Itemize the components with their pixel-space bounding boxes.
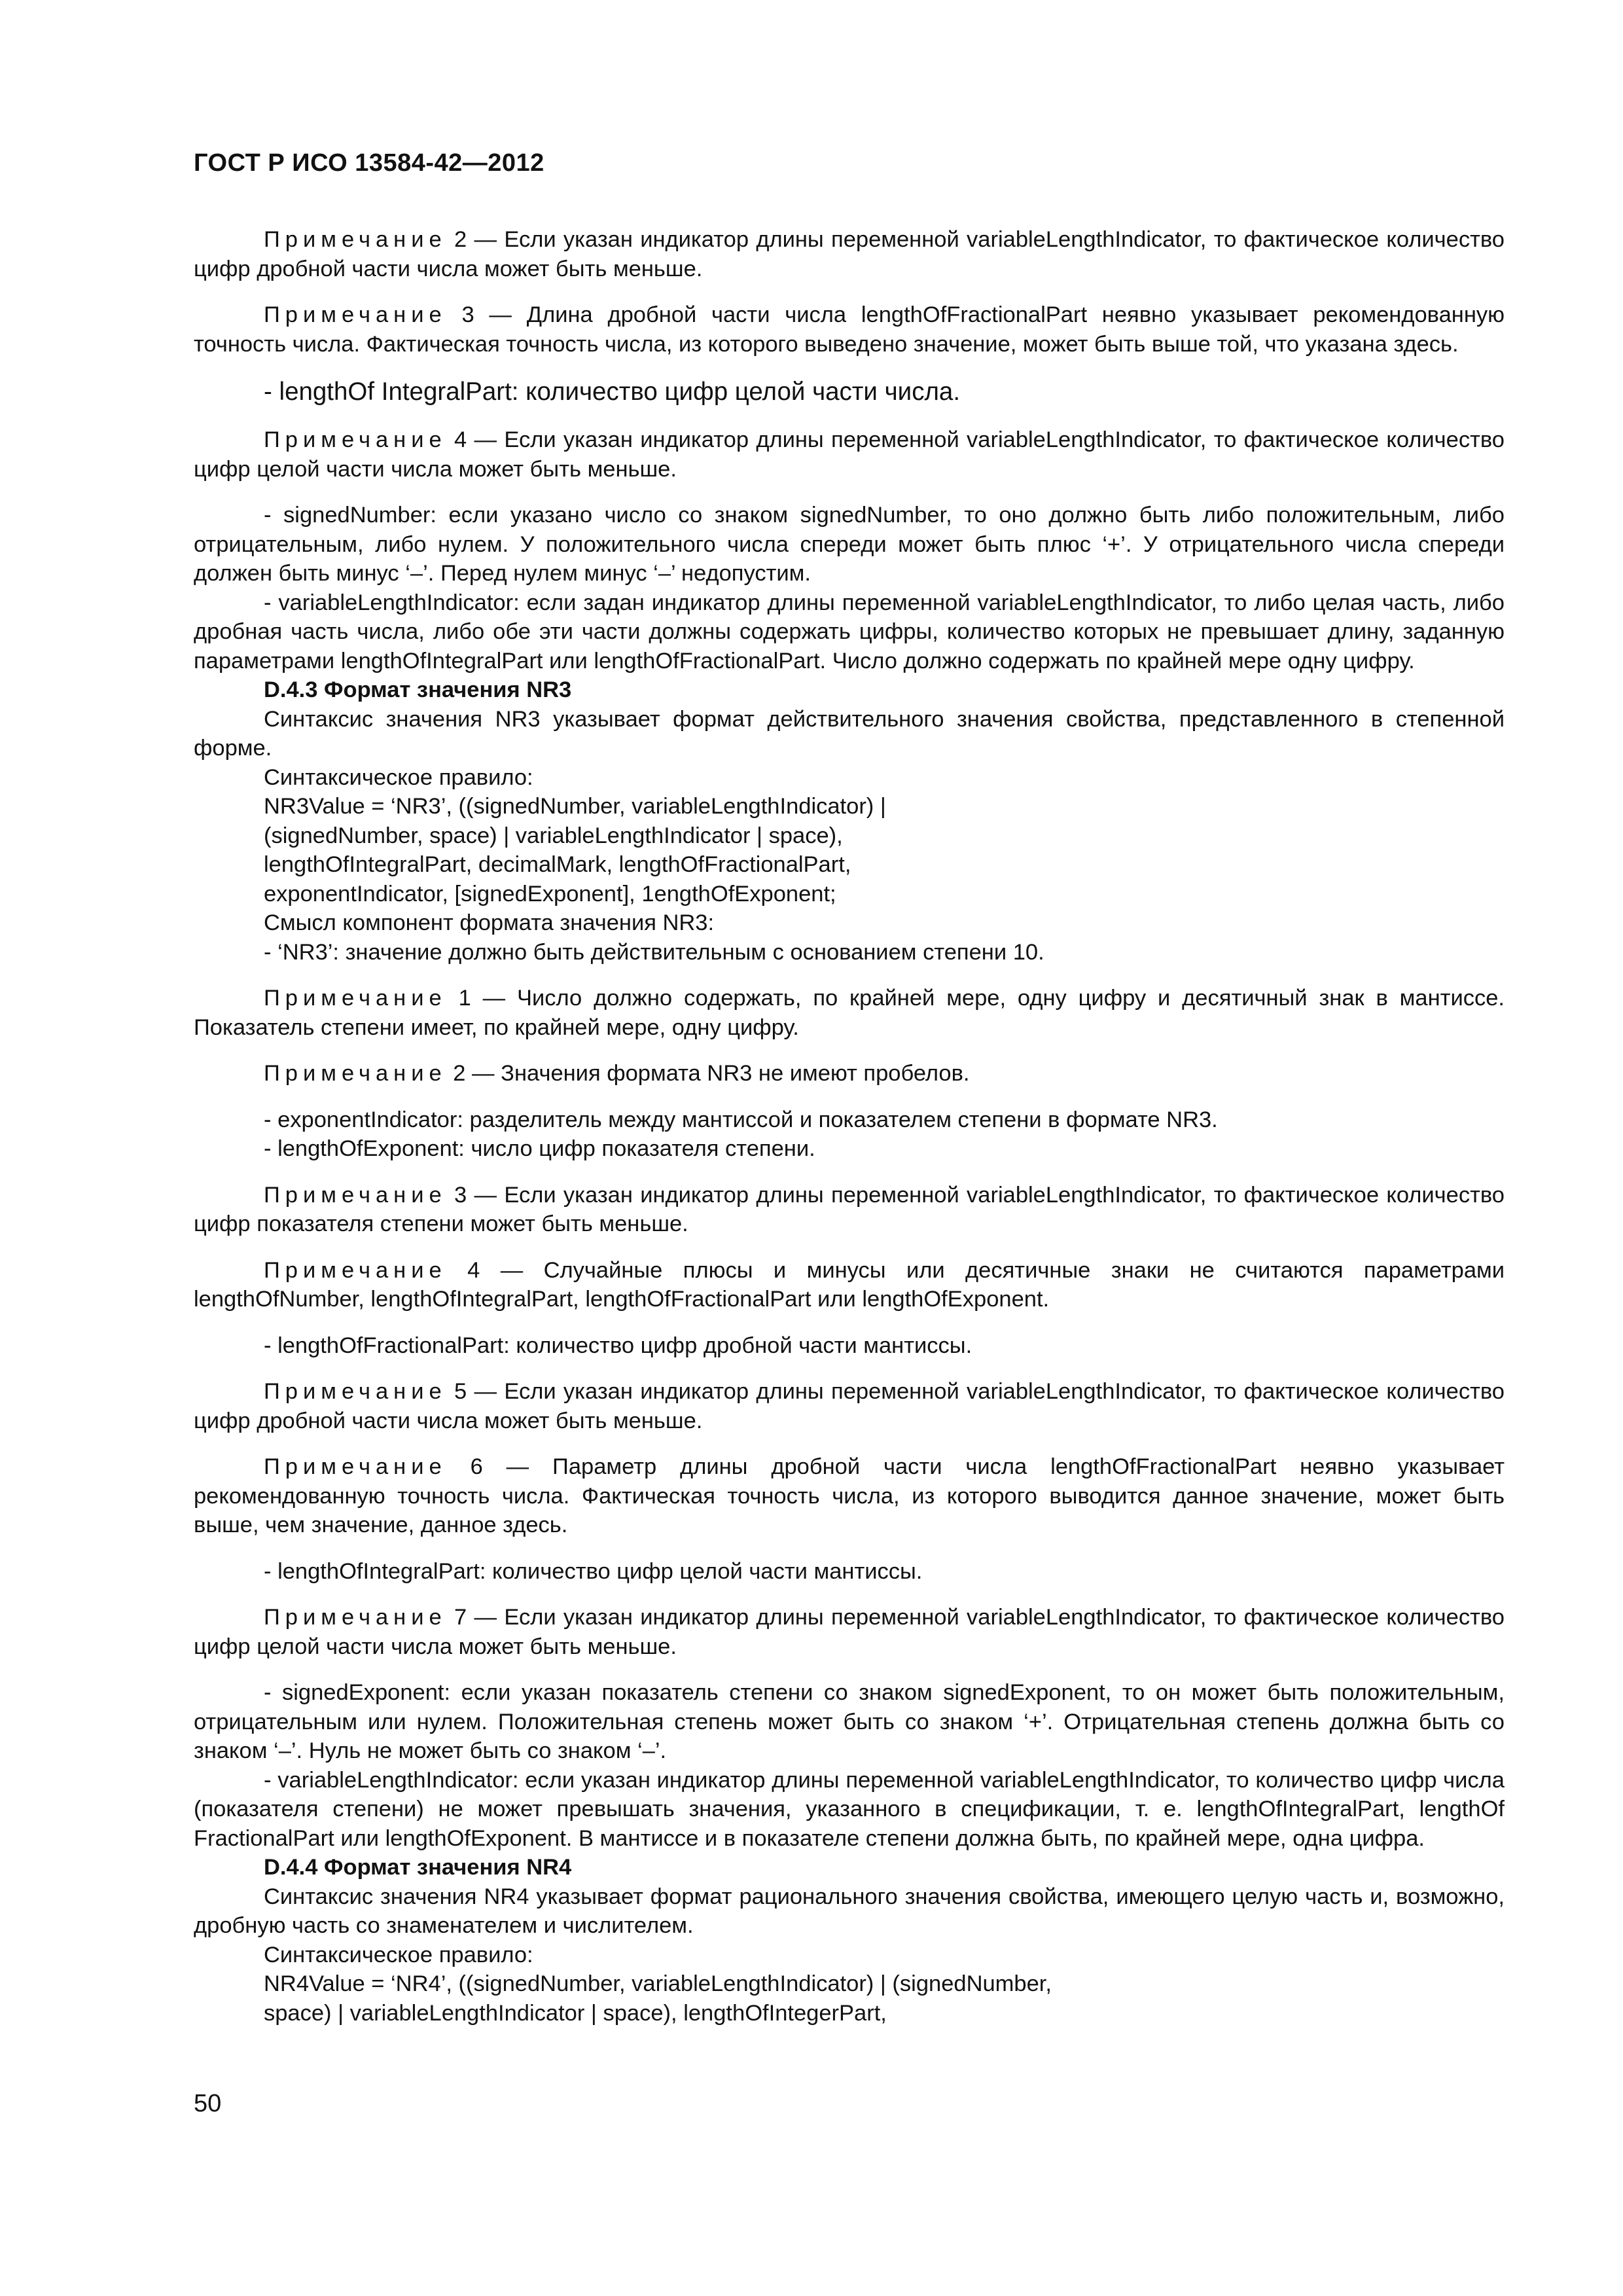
note-paragraph bbox=[194, 1256, 1505, 1314]
section-heading: D.4.3 Формат значения NR3 bbox=[264, 677, 572, 702]
note-text: 1 — Число должно содержать, по крайней мере, одну цифру и десятичный знак в мантиссе. Показатель степени имеет, по крайней мере, одну цифру. bbox=[194, 986, 1505, 1040]
syntax-line: exponentIndicator, [signedExponent], 1engthOfExponent; bbox=[264, 881, 836, 906]
note-label: Примечание bbox=[264, 1182, 447, 1208]
body-paragraph: Синтаксис значения NR3 указывает формат действительного значения свойства, представленного в степенной форме. bbox=[194, 706, 1505, 761]
note-text: 2 — Если указан индикатор длины переменной variableLengthIndicator, то фактическое количество цифр дробной части числа может быть меньше. bbox=[194, 227, 1505, 281]
note-label: Примечание bbox=[264, 1605, 447, 1630]
note-paragraph bbox=[194, 300, 1505, 359]
syntax-line: space) | variableLengthIndicator | space), lengthOfIntegerPart, bbox=[264, 2000, 887, 2026]
note-text: 4 — Случайные плюсы и минусы или десятичные знаки не считаются параметрами lengthOfNumber, lengthOfIntegralPart, lengthOfFractionalPart или lengthOfExponent. bbox=[194, 1257, 1505, 1312]
note-label: Примечание bbox=[264, 427, 447, 452]
document-body bbox=[194, 208, 1505, 2028]
note-paragraph bbox=[194, 1059, 1505, 1088]
note-label: Примечание bbox=[264, 227, 447, 252]
text-line: Синтаксическое правило: bbox=[264, 1942, 533, 1967]
list-item: - lengthOfExponent: число цифр показателя степени. bbox=[264, 1136, 815, 1161]
syntax-line: NR4Value = ‘NR4’, ((signedNumber, variableLengthIndicator) | (signedNumber, bbox=[264, 1971, 1052, 1996]
list-item: - lengthOf IntegralPart: количество цифр целой части числа. bbox=[264, 378, 961, 406]
note-text: 4 — Если указан индикатор длины переменной variableLengthIndicator, то фактическое количество цифр целой части числа может быть меньше. bbox=[194, 427, 1505, 482]
note-label: Примечание bbox=[264, 302, 447, 327]
section-heading: D.4.4 Формат значения NR4 bbox=[264, 1855, 572, 1880]
note-paragraph bbox=[194, 1377, 1505, 1435]
note-text: 2 — Значения формата NR3 не имеют пробелов. bbox=[446, 1061, 970, 1086]
note-text: 3 — Длина дробной части числа lengthOfFractionalPart неявно указывает рекомендованную точность числа. Фактическая точность числа, из которого выведено значение, может быть выше той, что указана здесь. bbox=[194, 302, 1505, 357]
note-label: Примечание bbox=[264, 1061, 447, 1086]
syntax-line: lengthOfIntegralPart, decimalMark, lengthOfFractionalPart, bbox=[264, 852, 851, 877]
note-label: Примечание bbox=[264, 986, 447, 1011]
note-text: 6 — Параметр длины дробной части числа lengthOfFractionalPart неявно указывает рекомендованную точность числа. Фактическая точность числа, из которого выводится данное значение, может быть выше, чем значение, данное здесь. bbox=[194, 1454, 1505, 1537]
body-paragraph: - variableLengthIndicator: если задан индикатор длины переменной variableLengthIndicator, то либо целая часть, либо дробная часть числа, либо обе эти части должны содержать цифры, количество которых не превышает длину, заданную параметрами lengthOfIntegralPart или lengthOfFractionalPart. Число должно содержать по крайней мере одну цифру. bbox=[194, 590, 1505, 673]
syntax-line: NR3Value = ‘NR3’, ((signedNumber, variableLengthIndicator) | bbox=[264, 794, 886, 819]
syntax-line: (signedNumber, space) | variableLengthIndicator | space), bbox=[264, 823, 843, 848]
body-paragraph: - signedExponent: если указан показатель степени со знаком signedExponent, то он может быть положительным, отрицательным или нулем. Положительная степень может быть со знаком ‘+’. Отрицательная степень должна быть со знаком ‘–’. Нуль не может быть со знаком ‘–’. bbox=[194, 1680, 1505, 1763]
list-item: - exponentIndicator: разделитель между мантиссой и показателем степени в формате NR3. bbox=[264, 1107, 1218, 1132]
note-paragraph bbox=[194, 1452, 1505, 1540]
note-label: Примечание bbox=[264, 1379, 447, 1404]
note-paragraph bbox=[194, 425, 1505, 484]
body-paragraph: - variableLengthIndicator: если указан индикатор длины переменной variableLengthIndicator, то количество цифр числа (показателя степени) не может превышать значения, указанного в спецификации, т. е. lengthOfIntegralPart, lengthOf FractionalPart или lengthOfExponent. В мантиссе и в показателе степени должна быть, по крайней мере, одна цифра. bbox=[194, 1767, 1505, 1851]
syntax-line: Синтаксическое правило: bbox=[264, 764, 533, 790]
page-header: ГОСТ Р ИСО 13584-42—2012 bbox=[194, 149, 544, 177]
body-paragraph: - signedNumber: если указано число со знаком signedNumber, то оно должно быть либо положительным, либо отрицательным, либо нулем. У положительного числа спереди может быть плюс ‘+’. У отрицательного числа спереди должен быть минус ‘–’. Перед нулем минус ‘–’ недопустим. bbox=[194, 503, 1505, 586]
note-label: Примечание bbox=[264, 1257, 447, 1283]
note-text: 3 — Если указан индикатор длины переменной variableLengthIndicator, то фактическое количество цифр показателя степени может быть меньше. bbox=[194, 1182, 1505, 1236]
note-text: 7 — Если указан индикатор длины переменной variableLengthIndicator, то фактическое количество цифр целой части числа может быть меньше. bbox=[194, 1605, 1505, 1659]
list-item: - ‘NR3’: значение должно быть действительным с основанием степени 10. bbox=[264, 939, 1044, 965]
note-paragraph bbox=[194, 984, 1505, 1042]
note-label: Примечание bbox=[264, 1454, 447, 1479]
note-paragraph bbox=[194, 1603, 1505, 1661]
list-item: - lengthOfIntegralPart: количество цифр целой части мантиссы. bbox=[264, 1558, 923, 1584]
note-paragraph bbox=[194, 225, 1505, 283]
body-paragraph: Синтаксис значения NR4 указывает формат рационального значения свойства, имеющего целую часть и, возможно, дробную часть со знаменателем и числителем. bbox=[194, 1884, 1505, 1938]
text-line: Смысл компонент формата значения NR3: bbox=[264, 910, 715, 935]
list-item: - lengthOfFractionalPart: количество цифр дробной части мантиссы. bbox=[264, 1333, 972, 1358]
page-number: 50 bbox=[194, 2090, 222, 2117]
note-text: 5 — Если указан индикатор длины переменной variableLengthIndicator, то фактическое количество цифр дробной части числа может быть меньше. bbox=[194, 1379, 1505, 1433]
note-paragraph bbox=[194, 1181, 1505, 1239]
